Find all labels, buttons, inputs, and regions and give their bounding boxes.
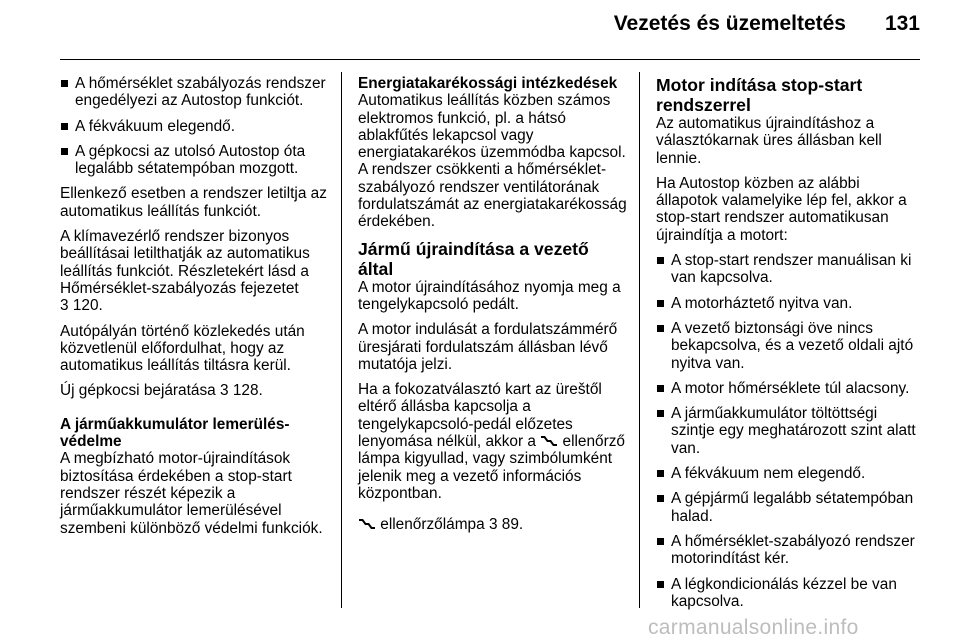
watermark: carmanualsonline.info <box>648 616 859 639</box>
list-item: A fékvákuum nem elegendő. <box>656 465 922 482</box>
list-item: A hőmérséklet-szabályozó rendszer motorindítást kér. <box>656 533 922 568</box>
paragraph: Az automatikus újraindításhoz a választókarnak üres állásban kell lennie. <box>656 115 882 167</box>
list-item: A gépkocsi az utolsó Autostop óta legalább sétatempóban mozgott. <box>60 143 330 178</box>
section-subheading: A járműakkumulátor lemerülés-védelme <box>60 415 290 451</box>
page-ref-arrow-icon: 3 <box>60 297 69 315</box>
paragraph: A motor indulását a fordulatszámmérő üresjárati fordulatszám állásban lévő mutatója jelzi. <box>358 321 618 373</box>
page-reference[interactable]: 89. <box>501 516 524 534</box>
paragraph: Ellenkező esetben a rendszer letiltja az automatikus leállítás funkciót. <box>60 185 327 220</box>
paragraph: Autópályán történő közlekedés után közvetlenül előfordulhat, hogy az automatikus leállítás tiltásra kerül. <box>60 322 305 375</box>
paragraph: Ha a fokozatválasztó kart az üreštől eltérő állásba kapcsolja a tengelykapcsoló-pedál előzetes lenyomása nélkül, akkor a ellenőrző lámpa kigyullad, vagy szimbólumként jelenik meg a vezető információs központban. <box>358 381 625 502</box>
autostop-indicator-icon <box>540 434 558 447</box>
page-ref-arrow-icon: 3 <box>219 382 229 400</box>
paragraph: Ha Autostop közben az alábbi állapotok valamelyike lép fel, akkor a stop-start rendszer automatikusan újraindítja a motort: <box>656 174 907 244</box>
list-item: A gépjármű legalább sétatempóban halad. <box>656 490 922 525</box>
column-divider-2 <box>639 72 640 608</box>
page-ref-arrow-icon: 3 <box>488 516 498 534</box>
list-item: A járműakkumulátor töltöttségi szintje egy meghatározott szint alatt van. <box>656 405 922 457</box>
paragraph: A megbízható motor-újraindítások biztosítása érdekében a stop-start rendszer részét képezik a járműakkumulátor lemerülésével szembeni különböző védelmi funkciók. <box>60 450 323 537</box>
header-divider <box>60 59 920 60</box>
column-1 <box>60 75 330 545</box>
paragraph: A motor újraindításához nyomja meg a tengelykapcsoló pedált. <box>358 278 621 313</box>
section-heading: Motor indítása stop-start rendszerrel <box>656 75 863 115</box>
column-divider-1 <box>341 72 342 608</box>
list-item: A stop-start rendszer manuálisan ki van kapcsolva. <box>656 252 922 287</box>
paragraph: Automatikus leállítás közben számos elektromos funkció, pl. a hátsó ablakfűtés lekapcsol vagy energiatakarékos üzemmódba kapcsol. A rendszer csökkenti a hőmérséklet-szabályozó rendszer ventilátorának fordulatszámát az energiatakarékosság érdekében. <box>358 92 627 231</box>
list-item: A motorháztető nyitva van. <box>656 295 922 312</box>
page-header-title: Vezetés és üzemeltetés <box>613 12 846 35</box>
autostop-indicator-icon <box>358 517 376 530</box>
paragraph: ellenőrzőlámpa 3 89. <box>358 516 628 533</box>
page-number: 131 <box>884 12 920 35</box>
list-item: A fékvákuum elegendő. <box>60 118 330 135</box>
column-2 <box>358 75 628 542</box>
list-item: A hőmérséklet szabályozás rendszer engedélyezi az Autostop funkciót. <box>60 75 330 110</box>
section-heading: Jármű újraindítása a vezető által <box>358 238 589 279</box>
page-reference[interactable]: 120. <box>72 297 103 315</box>
list-item: A vezető biztonsági öve nincs bekapcsolva, és a vezető oldali ajtó nyitva van. <box>656 320 922 372</box>
paragraph: A klímavezérlő rendszer bizonyos beállításai letilthatják az automatikus leállítás funkciót. Részletekért lásd a Hőmérséklet-szabályozás fejezetet 3 120. <box>60 228 310 315</box>
page-reference[interactable]: 128. <box>232 382 263 400</box>
paragraph: Új gépkocsi bejáratása 3 128. <box>60 382 263 400</box>
column-3 <box>656 75 922 618</box>
list-item: A motor hőmérséklete túl alacsony. <box>656 380 922 397</box>
list-item: A légkondicionálás kézzel be van kapcsolva. <box>656 576 922 611</box>
section-subheading: Energiatakarékossági intézkedések <box>358 75 618 92</box>
